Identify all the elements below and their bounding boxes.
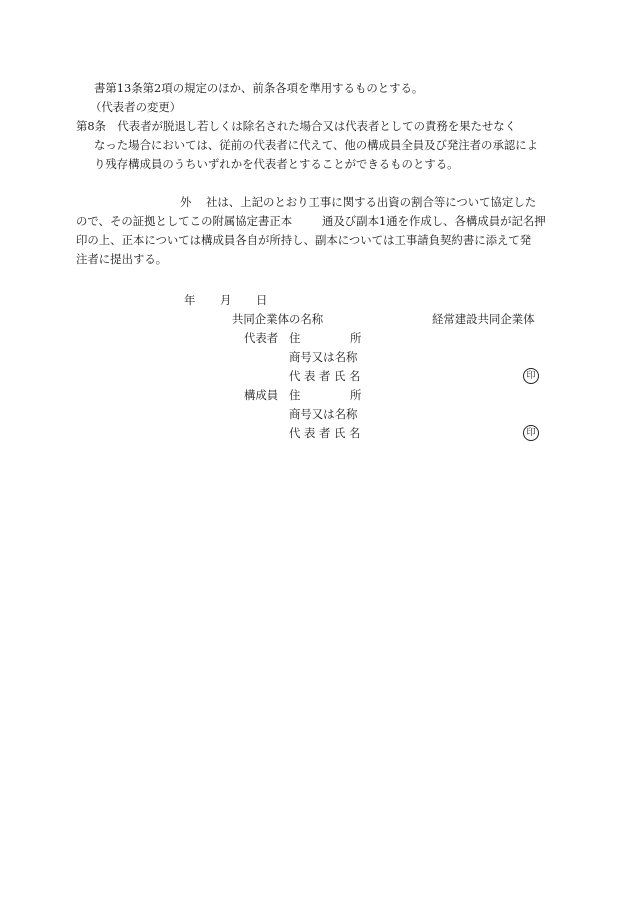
closing-line-4: 注者に提出する。 <box>76 252 168 266</box>
company-name-label: 商号又は名称 <box>289 407 358 421</box>
representative-label: 代表者 <box>244 331 279 345</box>
date-year: 年 <box>184 293 196 307</box>
address-label-b: 所 <box>350 388 362 402</box>
closing-line-1-prefix: 外 <box>180 195 192 209</box>
article-8-line-1: 第8条 代表者が脱退し若しくは除名された場合又は代表者としての責務を果たせなく <box>76 119 517 133</box>
date-month: 月 <box>220 293 232 307</box>
jv-name-label: 共同企業体の名称 <box>232 312 324 326</box>
member-label: 構成員 <box>244 388 279 402</box>
seal-icon: 印 <box>523 425 539 441</box>
representative-name-label: 代 表 者 氏 名 <box>289 369 361 383</box>
address-label-a: 住 <box>289 388 301 402</box>
address-label-a: 住 <box>289 331 301 345</box>
date-day: 日 <box>256 293 268 307</box>
closing-line-2-a: ので、その証拠としてこの附属協定書正本 <box>76 214 293 228</box>
closing-line-2-b: 通及び副本1通を作成し、各構成員が記名押 <box>322 214 546 228</box>
article-8-line-2: なった場合においては、従前の代表者に代えて、他の構成員全員及び発注者の承認によ <box>94 138 539 152</box>
closing-line-3: 印の上、正本については構成員各自が所持し、副本については工事請負契約書に添えて発 <box>76 233 532 247</box>
company-name-label: 商号又は名称 <box>289 350 358 364</box>
text-line: 書第13条第2項の規定のほか、前条各項を準用するものとする。 <box>94 81 424 95</box>
closing-line-1: 社は、上記のとおり工事に関する出資の割合等について協定した <box>206 195 537 209</box>
address-label-b: 所 <box>350 331 362 345</box>
article-8-heading: （代表者の変更） <box>90 100 182 114</box>
seal-icon: 印 <box>523 368 539 384</box>
representative-name-label: 代 表 者 氏 名 <box>289 426 361 440</box>
jv-name-value: 経常建設共同企業体 <box>432 312 535 326</box>
article-8-line-3: り残存構成員のうちいずれかを代表者とすることができるものとする。 <box>94 157 459 171</box>
